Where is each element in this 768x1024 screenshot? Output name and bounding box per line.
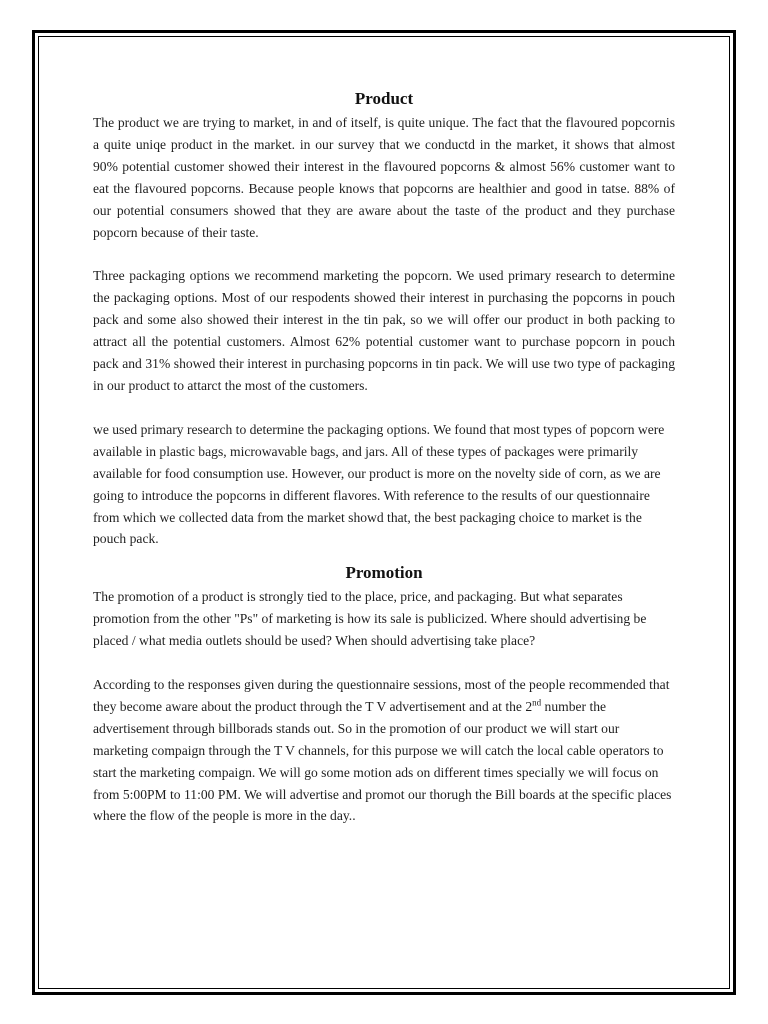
product-paragraph-2: Three packaging options we recommend marketing the popcorn. We used primary research to determine the packaging options. Most of our respodents showed their interest in purchasing the popcorns in pouch pack and some also showed their interest in the tin pak, so we will offer our product in both packing to attract all the potential customers. Almost 62% potential customer want to purchase popcorn in pouch pack and 31% showed their interest in purchasing popcorns in tin pack. We will use two type of packaging in our product to attarct the most of the customers. — [93, 268, 675, 393]
document-body — [93, 86, 675, 827]
paragraph-gap — [93, 243, 675, 265]
promotion-paragraph-2-end: number the advertisement through billborads stands out. So in the promotion of our product we will start our marketing compaign through the T V channels, for this purpose we will catch the local cable operators to start the marketing compaign. We will go some motion ads on different times specially we will focus on from 5:00PM to 11:00 PM. We will advertise and promot our thorugh the Bill boards at the specific places where the flow of the people is more in the day.. — [93, 698, 672, 824]
section-gap — [93, 550, 675, 560]
product-paragraph-3: we used primary research to determine the packaging options. We found that most types of popcorn were available in plastic bags, microwavable bags, and jars. All of these types of packages were primarily available for food consumption use. However, our product is more on the novelty side of corn, as we are going to introduce the popcorns in different flavores. With reference to the results of our questionnaire from which we collected data from the market showd that, the best packaging choice to market is the pouch pack. — [93, 421, 665, 547]
promotion-paragraph-2 — [93, 674, 675, 827]
product-paragraph-1: The product we are trying to market, in and of itself, is quite unique. The fact that the flavoured popcornis a quite uniqe product in the market. in our survey that we conductd in the market, it shows that almost 90% potential customer showed their interest in the flavoured popcorns & almost 56% customer want to eat the flavoured popcorns. Because people knows that popcorns are healthier and good in tatse. 88% of our potential consumers showed that they are aware about the taste of the product and they purchase popcorn because of their taste. — [93, 115, 675, 240]
paragraph-gap — [93, 397, 675, 419]
promotion-heading: Promotion — [345, 563, 423, 583]
ordinal-superscript: nd — [532, 697, 542, 708]
promotion-paragraph-1: The promotion of a product is strongly tied to the place, price, and packaging. But what separates promotion from the other "Ps" of marketing is how its sale is publicized. Where should advertising be placed / what media outlets should be used? When should advertising take place? — [93, 589, 647, 649]
paragraph-gap — [93, 652, 675, 674]
product-heading: Product — [354, 89, 414, 108]
promotion-paragraph-2-start: According to the responses given during the questionnaire sessions, most of the people recommended that they become aware about the product through the T V advertisement and at the 2 — [93, 677, 670, 714]
